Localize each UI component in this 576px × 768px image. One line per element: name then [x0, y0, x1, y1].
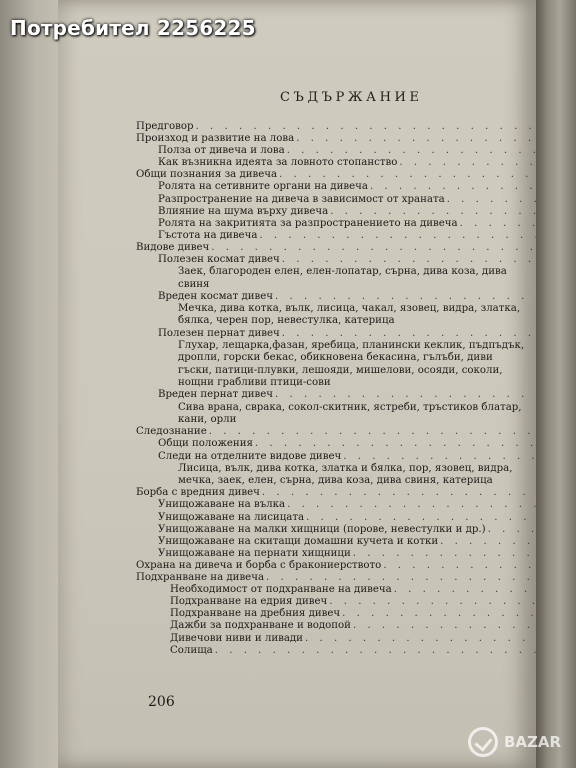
toc-entry-title: Унищожаване на скитащи домашни кучета и котки	[158, 535, 439, 547]
toc-entry-title: Подхранване на дребния дивеч	[170, 608, 341, 620]
toc-entry	[136, 438, 558, 450]
toc-continuation-line: кани, орли	[178, 413, 237, 425]
dot-leader	[305, 633, 541, 645]
toc-continuation-line: Мечка, дива котка, вълк, лисица, чакал, язовец, видра, златка,	[178, 303, 521, 314]
dot-leader	[287, 145, 544, 157]
toc-entry-title: Вреден космат дивеч	[158, 290, 274, 302]
dot-leader	[255, 438, 544, 450]
toc-entry	[136, 328, 558, 340]
toc-entry-title: Унищожаване на вълка	[158, 499, 286, 511]
dot-leader	[209, 426, 544, 438]
dot-leader	[262, 487, 541, 499]
toc-entry	[136, 451, 558, 463]
toc-continuation-line: мечка, заек, елен, сърна, дива коза, дива свиня, катерица	[178, 474, 493, 486]
toc-entry	[136, 512, 558, 524]
toc-entry-title: Подхранване на едрия дивеч	[170, 596, 328, 608]
toc-entry-title: Как възникна идеята за ловното стопанство	[158, 157, 398, 169]
toc-entry-title: Общи положения	[158, 438, 253, 450]
toc-entry-title: Влияние на шума върху дивеча	[158, 205, 329, 217]
dot-leader	[488, 524, 541, 536]
toc-entry	[136, 608, 558, 620]
toc-entry	[136, 548, 558, 560]
toc-entry	[136, 169, 558, 181]
toc-entry-title: Полезен пернат дивеч	[158, 327, 280, 339]
dot-leader	[342, 608, 541, 620]
toc-entry-title: Видове дивеч	[136, 241, 210, 253]
dot-leader	[275, 389, 544, 401]
dot-leader	[287, 499, 541, 511]
toc-entry	[136, 645, 558, 657]
dot-leader	[330, 206, 544, 218]
toc-entry	[136, 572, 558, 584]
toc-entry-title: Произход и развитие на лова	[136, 133, 295, 145]
toc-entry-title: Солища	[170, 644, 213, 656]
page-title: СЪДЪРЖАНИЕ	[280, 90, 423, 105]
toc-entry-title: Предговор	[136, 121, 194, 132]
toc-entry-title: Дажби за подхранване и водопой	[170, 620, 351, 632]
dot-leader	[282, 328, 544, 340]
dot-leader	[279, 169, 544, 181]
toc-entry-title: Унищожаване на малки хищници (порове, невестулки и др.)	[158, 523, 486, 535]
toc-entry	[136, 620, 558, 632]
toc-entry-title: Общи познания за дивеча	[136, 169, 278, 181]
toc-entry-title: Следи на отделните видове дивеч	[158, 450, 342, 462]
dot-leader	[282, 254, 544, 266]
dot-leader	[296, 133, 544, 145]
dot-leader	[196, 121, 544, 133]
toc-entry	[136, 254, 558, 266]
toc-entry	[136, 181, 558, 193]
toc-entry	[136, 121, 558, 133]
dot-leader	[275, 291, 544, 303]
toc-entry-title: Следознание	[136, 426, 207, 438]
dot-leader	[460, 218, 544, 230]
dot-leader	[447, 194, 544, 206]
toc-entry	[136, 291, 558, 303]
toc-entry	[136, 194, 558, 206]
toc-entry	[136, 584, 558, 596]
dot-leader	[353, 620, 541, 632]
dot-leader	[399, 157, 544, 169]
toc-entry-title: Дивечови ниви и ливади	[170, 632, 303, 644]
toc-continuation-line: Лисица, вълк, дива котка, златка и бялка, пор, язовец, видра,	[178, 462, 513, 474]
toc-entry	[136, 536, 558, 548]
dot-leader	[394, 584, 541, 596]
toc-entry-title: Охрана на дивеча и борба с бракониерството	[136, 559, 382, 571]
watermark-text: BAZAR	[504, 733, 562, 751]
check-icon	[468, 727, 498, 757]
toc-entry-title: Борба с вредния дивеч	[136, 487, 260, 499]
dot-leader	[259, 230, 544, 242]
toc-entry-title: Разпространение на дивеча в зависимост от храната	[158, 193, 445, 205]
toc-entry-title: Ролята на сетивните органи на дивеча	[158, 181, 368, 193]
toc-continuation-line: Заек, благороден елен, елен-лопатар, сърна, дива коза, дива	[178, 266, 507, 278]
dot-leader	[370, 181, 544, 193]
toc-entry-title: Унищожаване на пернати хищници	[158, 547, 351, 559]
dot-leader	[383, 560, 540, 572]
table-of-contents	[136, 121, 558, 657]
toc-entry	[136, 133, 558, 145]
toc-entry	[136, 499, 558, 511]
toc-continuation-line: свиня	[178, 278, 210, 290]
toc-entry	[136, 426, 558, 438]
toc-entry	[136, 218, 558, 230]
toc-continuation-line: бялка, черен пор, невестулка, катерица	[178, 315, 395, 327]
toc-continuation-line: дропли, горски бекас, обикновена бекасина, гълъби, диви	[178, 352, 493, 364]
toc-entry-title: Гъстота на дивеча	[158, 229, 258, 241]
toc-entry-title: Полза от дивеча и лова	[158, 145, 285, 157]
toc-entry-title: Полезен космат дивеч	[158, 254, 280, 266]
page-number: 206	[148, 694, 175, 710]
toc-entry	[136, 157, 558, 169]
toc-entry	[136, 596, 558, 608]
dot-leader	[215, 645, 541, 657]
toc-entry-title: Необходимост от подхранване на дивеча	[170, 584, 392, 596]
dot-leader	[353, 548, 541, 560]
dot-leader	[329, 596, 540, 608]
toc-entry-title: Ролята на закритията за разпространението на дивеча	[158, 217, 458, 229]
toc-continuation-line: Сива врана, сврака, сокол-скитник, ястреби, тръстиков блатар,	[178, 401, 522, 413]
toc-entry-title: Подхранване на дивеча	[136, 572, 265, 584]
toc-entry	[136, 242, 558, 254]
watermark	[468, 722, 568, 762]
toc-entry	[136, 560, 558, 572]
toc-continuation-line: нощни грабливи птици-сови	[178, 377, 331, 389]
dot-leader	[211, 242, 544, 254]
user-banner: Потребител 2256225	[10, 16, 256, 40]
toc-entry	[136, 206, 558, 218]
book-spine	[536, 0, 576, 768]
toc-continuation-line: Глухар, лещарка,фазан, яребица, планински кеклик, пъдпъдък,	[178, 339, 525, 351]
toc-entry	[136, 633, 558, 645]
dot-leader	[343, 451, 544, 463]
toc-entry	[136, 487, 558, 499]
toc-entry	[136, 230, 558, 242]
toc-continuation-line: гъски, патици-плувки, лешояди, мишелови, осояди, соколи,	[178, 364, 503, 376]
toc-entry	[136, 145, 558, 157]
toc-entry-title: Унищожаване на лисицата	[158, 511, 305, 523]
dot-leader	[306, 512, 541, 524]
book-page	[58, 0, 536, 768]
toc-entry	[136, 389, 558, 401]
toc-entry-title: Вреден пернат дивеч	[158, 389, 274, 401]
dot-leader	[266, 572, 541, 584]
dot-leader	[440, 536, 541, 548]
toc-entry	[136, 524, 558, 536]
